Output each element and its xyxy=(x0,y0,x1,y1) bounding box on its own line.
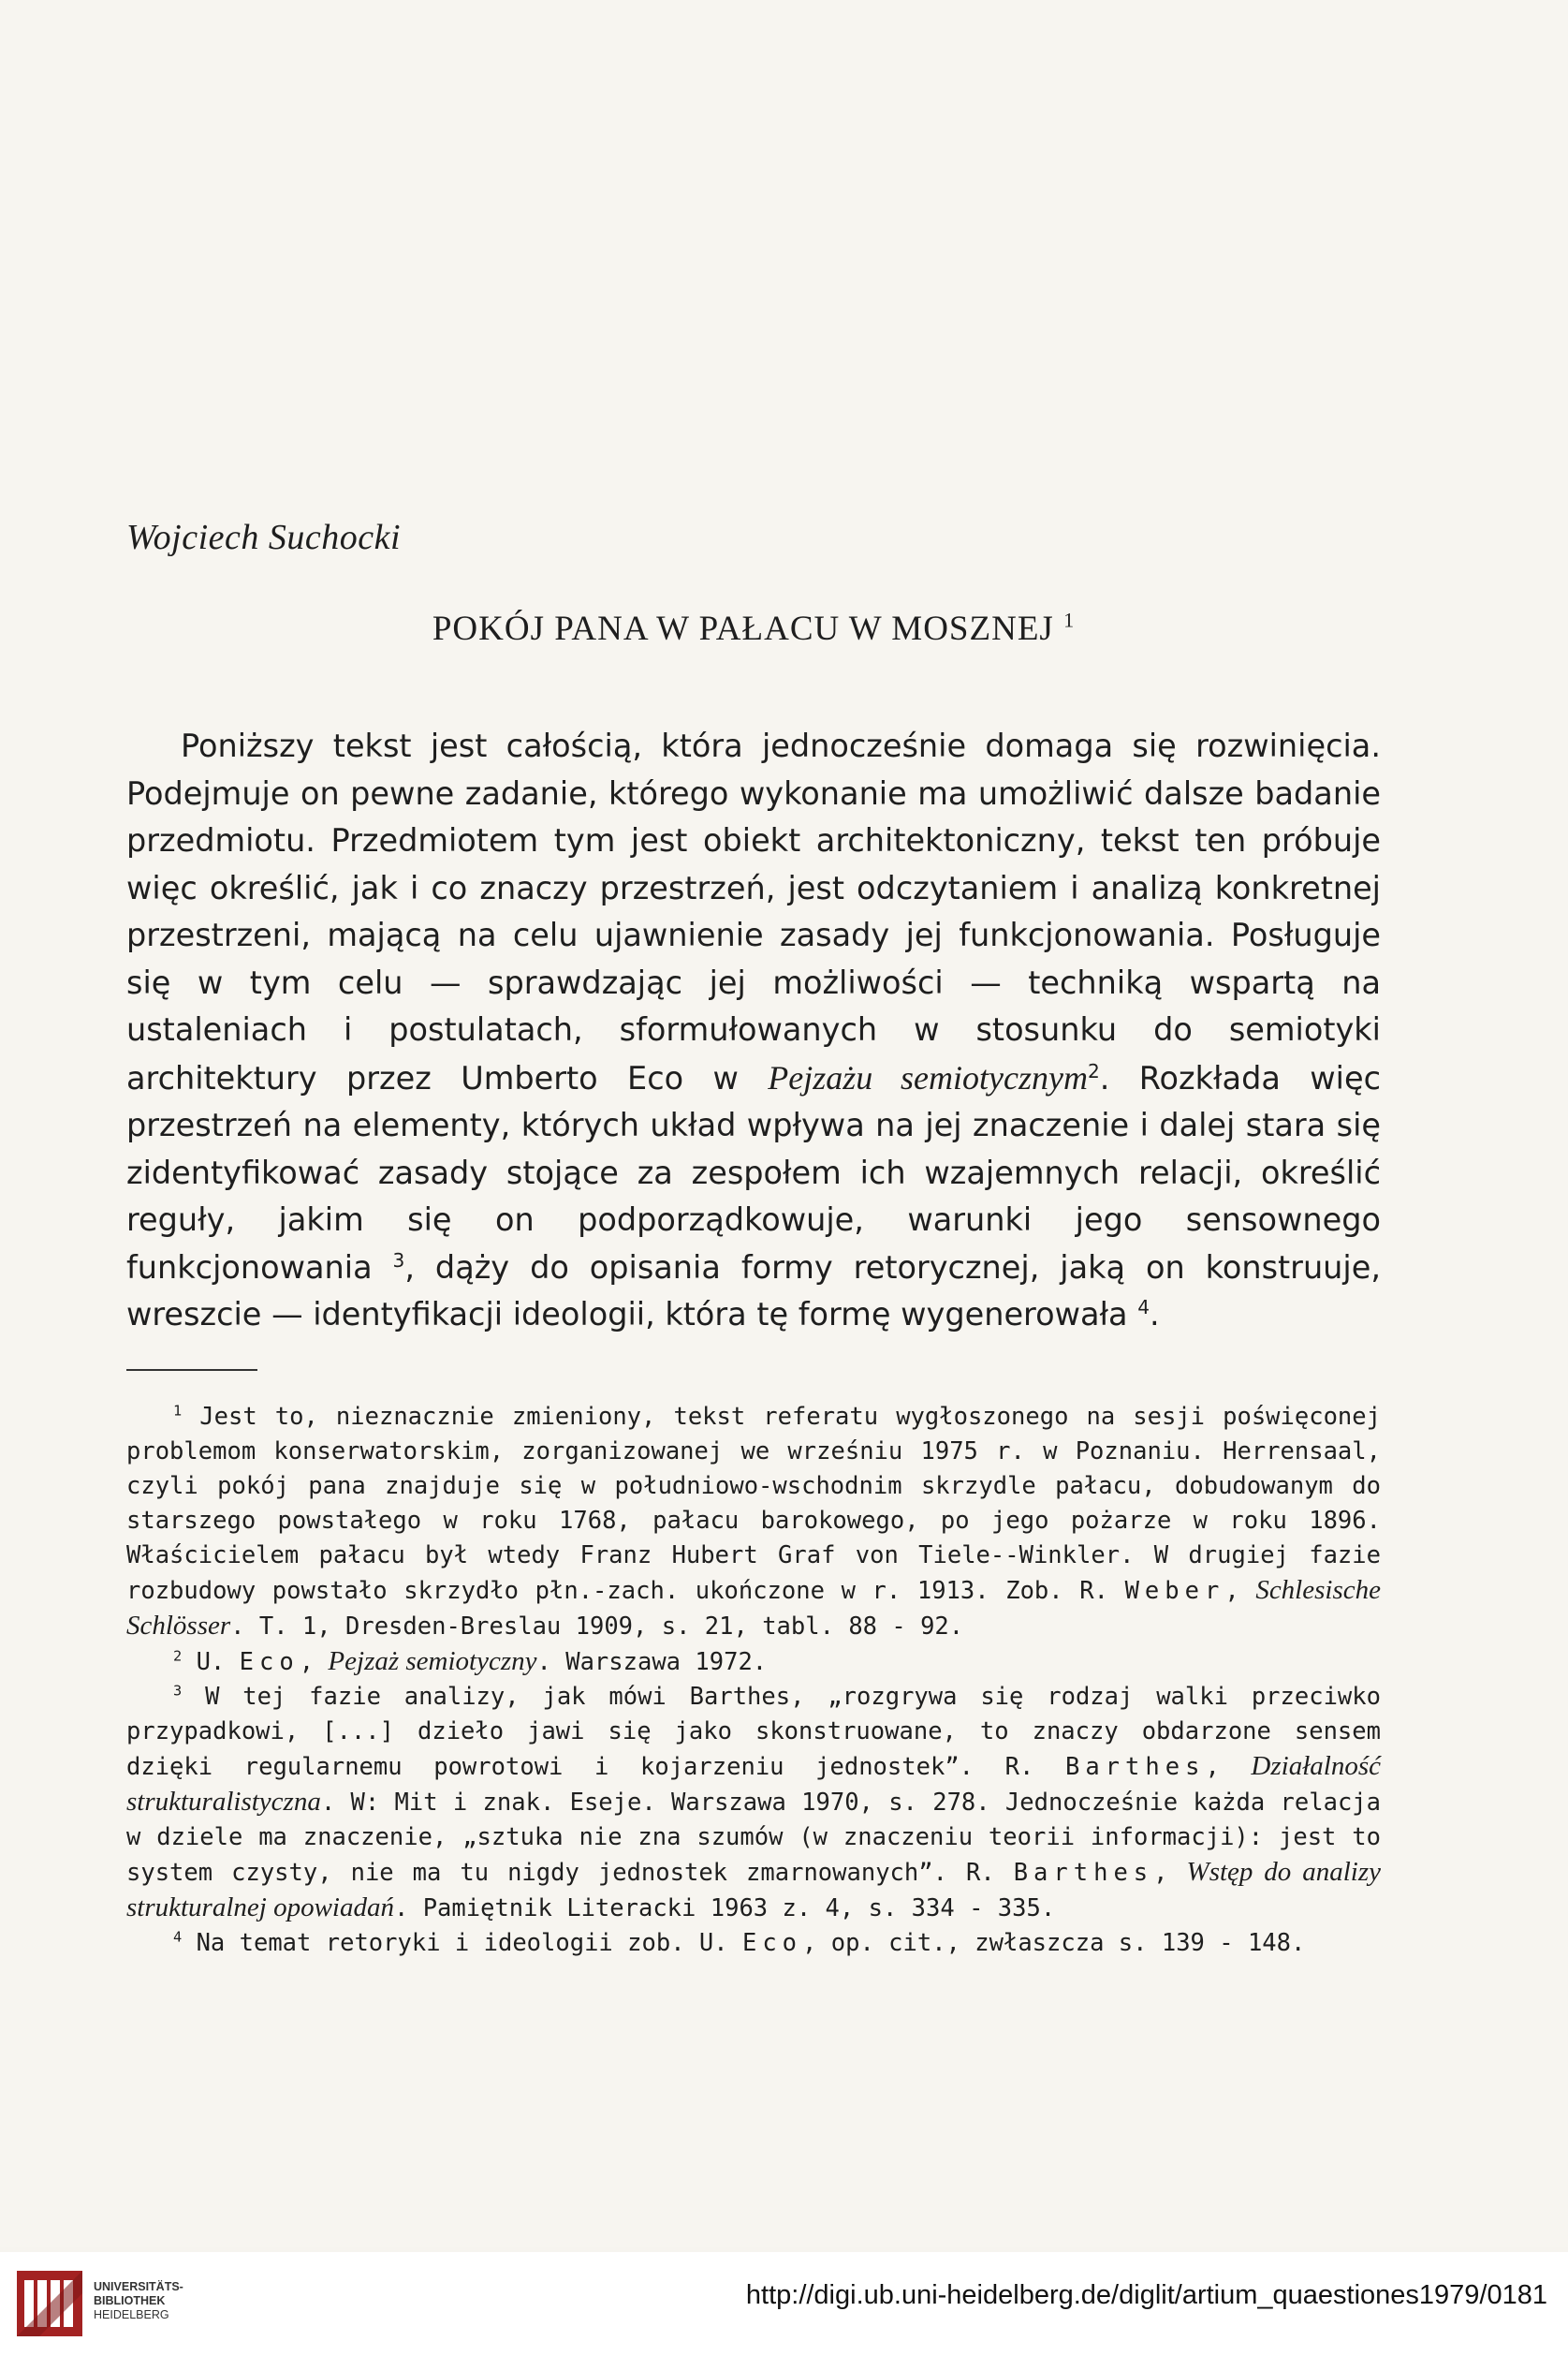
footnote-4 xyxy=(126,1926,1381,1961)
body-text-1: Poniższy tekst jest całością, która jednocześnie domaga się rozwinięcia. Podejmuje on pewne zadanie, którego wykonanie ma umożliwić dalsze badanie przedmiotu. Przedmiotem tym jest obiekt architektoniczny, tekst ten próbuje więc określić, jak i co znaczy przestrzeń, jest odczytaniem i analizą konkretnej przestrzeni, mającą na celu ujawnienie zasady jej funkcjonowania. Posługuje się w tym celu — sprawdzając jej możliwości — techniką wspartą na ustaleniach i postulatach, sformułowanych w stosunku do semiotyki architektury przez Umberto Eco w xyxy=(126,728,1381,1097)
italic-title: Działalność strukturalistyczna xyxy=(126,1751,1381,1817)
footnote-ref-3: 3 xyxy=(392,1248,405,1272)
title-text: POKÓJ PANA W PAŁACU W MOSZNEJ xyxy=(432,610,1054,648)
footnote-text: W tej fazie analizy, jak mówi Barthes, „rozgrywa się rodzaj walki przeciwko przypadkowi, [...] dzieło jawi się jako skonstruowane, to znaczy obdarzone sensem dzięki regularnemu powrotowi i kojarzeniu jednostek”. R. xyxy=(126,1683,1381,1781)
spaced-name: Barthes xyxy=(1064,1753,1206,1781)
footnote-text: , xyxy=(299,1648,329,1676)
footnote-text: , xyxy=(1205,1753,1252,1781)
title-footnote-ref: 1 xyxy=(1063,608,1076,632)
body-text-4: . xyxy=(1150,1296,1160,1333)
footnote-text: , xyxy=(1224,1577,1256,1605)
footnote-number: 1 xyxy=(173,1402,183,1420)
spaced-name: Eco xyxy=(239,1648,300,1676)
article-author: Wojciech Suchocki xyxy=(126,518,402,557)
footnote-number: 3 xyxy=(173,1682,183,1700)
footnote-text: . Pamiętnik Literacki 1963 z. 4, s. 334 - 335. xyxy=(393,1894,1056,1922)
body-italic-title: Pejzażu semiotycznym xyxy=(768,1058,1088,1097)
spaced-name: Eco xyxy=(741,1929,803,1957)
footnote-number: 2 xyxy=(173,1647,183,1665)
footnote-text: Jest to, nieznacznie zmieniony, tekst referatu wygłoszonego na sesji poświęconej problemom konserwatorskim, zorganizowanej we wrześniu 1975 r. w Poznaniu. Herrensaal, czyli pokój pana znajduje się w południowo-wschodnim skrzydle pałacu, dobudowanym do starszego powstałego w roku 1768, pałacu barokowego, po jego pożarze w roku 1896. Właścicielem pałacu był wtedy Franz Hubert Graf von Tiele--Winkler. W drugiej fazie rozbudowy powstało skrzydło płn.-zach. ukończone w r. 1913. Zob. R. xyxy=(126,1403,1381,1605)
italic-title: Wstęp do analizy strukturalnej opowiadań xyxy=(126,1857,1381,1922)
spaced-name: Weber xyxy=(1124,1577,1225,1605)
source-url[interactable]: http://digi.ub.uni-heidelberg.de/diglit/artium_quaestiones1979/0181 xyxy=(745,2280,1547,2310)
footnote-text: . W: Mit i znak. Eseje. Warszawa 1970, s. 278. Jednocześnie każda relacja w dziele ma znaczenie, „sztuka nie zna szumów (w znaczeniu teorii informacji): jest to system czysty, nie ma tu nigdy jednostek zmarnowanych”. R. xyxy=(126,1789,1381,1887)
footnote-2 xyxy=(126,1644,1381,1680)
library-name-line2: BIBLIOTHEK xyxy=(94,2294,166,2307)
footnote-1 xyxy=(126,1400,1381,1644)
footnote-ref-2: 2 xyxy=(1087,1059,1100,1082)
body-text-2: . Rozkłada więc przestrzeń na elementy, których układ wpływa na jej znaczenie i dalej stara się zidentyfikować zasady stojące za zespołem ich wzajemnych relacji, określić reguły, jakim się on podporządkowuje, warunki jego sensownego funkcjonowania xyxy=(126,1059,1381,1286)
footnote-divider xyxy=(126,1369,257,1371)
body-paragraph xyxy=(126,723,1381,1339)
italic-title: Schlesische Schlösser xyxy=(126,1575,1381,1641)
footnote-text: , op. cit., zwłaszcza s. 139 - 148. xyxy=(802,1929,1306,1957)
article-title xyxy=(126,609,1381,649)
footnote-text: U. xyxy=(182,1648,240,1676)
spaced-name: Barthes xyxy=(1013,1859,1154,1887)
body-text-3: , dąży do opisania formy retorycznej, jaką on konstruuje, wreszcie — identyfikacji ideologii, która tę formę wygenerowała xyxy=(126,1248,1381,1333)
library-name-line3: HEIDELBERG xyxy=(94,2308,169,2321)
italic-title: Pejzaż semiotyczny xyxy=(328,1646,537,1676)
footnote-ref-4: 4 xyxy=(1137,1295,1150,1318)
footnote-text: . T. 1, Dresden-Breslau 1909, s. 21, tabl. 88 - 92. xyxy=(230,1612,964,1641)
footnotes xyxy=(126,1400,1381,1961)
footnote-text: Na temat retoryki i ideologii zob. U. xyxy=(182,1929,742,1957)
library-name-line1: UNIVERSITÄTS- xyxy=(94,2280,183,2293)
library-name xyxy=(94,2280,183,2322)
footnote-text: , xyxy=(1153,1859,1187,1887)
footnote-number: 4 xyxy=(173,1928,183,1946)
footnote-3 xyxy=(126,1680,1381,1926)
library-footer xyxy=(0,2252,1568,2356)
footnote-text: . Warszawa 1972. xyxy=(536,1648,768,1676)
